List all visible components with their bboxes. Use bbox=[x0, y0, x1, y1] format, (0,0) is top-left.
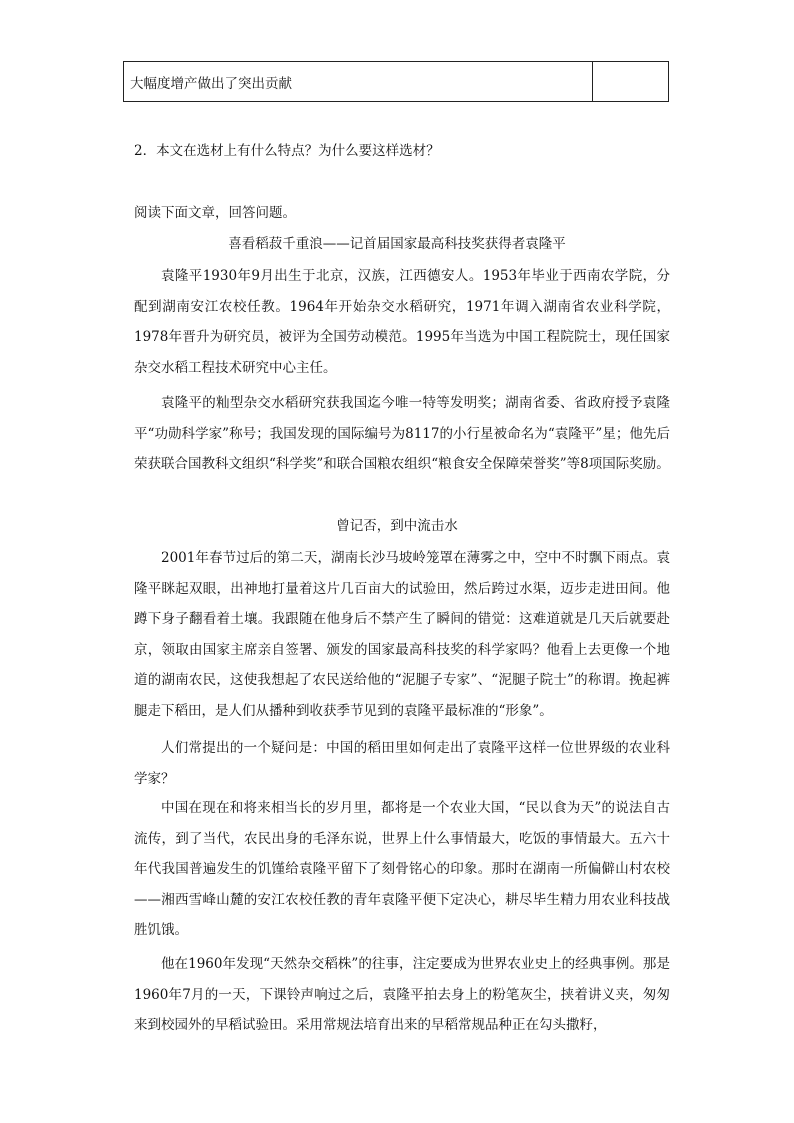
article-paragraph-6: 他在1960年发现“天然杂交稻株”的往事，注定要成为世界农业史上的经典事例。那是1960年7月的一天，下课铃声响过之后，袁隆平拍去身上的粉笔灰尘，挟着讲义夹，匆匆来到校园外的早稻试验田。采用常规法培育出来的早稻常规品种正在勾头撒籽， bbox=[134, 956, 670, 1033]
section-subheading: 曾记否，到中流击水 bbox=[336, 518, 458, 534]
article-paragraph-1: 袁隆平1930年9月出生于北京，汉族，江西德安人。1953年毕业于西南农学院，分配到湖南安江农校任教。1964年开始杂交水稻研究，1971年调入湖南省农业科学院，1978年晋升为研究员，被评为全国劳动模范。1995年当选为中国工程院院士，现任国家杂交水稻工程技术研究中心主任。 bbox=[134, 268, 670, 376]
table-cell-blank[interactable] bbox=[593, 62, 669, 102]
table-cell-text: 大幅度增产做出了突出贡献 bbox=[124, 62, 593, 102]
table-row bbox=[124, 62, 669, 102]
question-2: 2．本文在选材上有什么特点？为什么要这样选材？ bbox=[134, 143, 440, 159]
article-paragraph-5: 中国在现在和将来相当长的岁月里，都将是一个农业大国，“民以食为天”的说法自古流传，到了当代，农民出身的毛泽东说，世界上什么事情最大，吃饭的事情最大。五六十年代我国普遍发生的饥馑给袁隆平留下了刻骨铭心的印象。那时在湖南一所偏僻山村农校——湘西雪峰山麓的安江农校任教的青年袁隆平便下定决心，耕尽毕生精力用农业科技战胜饥饿。 bbox=[134, 800, 670, 938]
article-paragraph-3: 2001年春节过后的第二天，湖南长沙马坡岭笼罩在薄雾之中，空中不时飘下雨点。袁隆平眯起双眼，出神地打量着这片几百亩大的试验田，然后跨过水渠，迈步走进田间。他蹲下身子翻看着土壤。我跟随在他身后不禁产生了瞬间的错觉：这难道就是几天后就要赴京，领取由国家主席亲自签署、颁发的国家最高科技奖的科学家吗？他看上去更像一个地道的湖南农民，这使我想起了农民送给他的“泥腿子专家”、“泥腿子院士”的称谓。挽起裤腿走下稻田，是人们从播种到收获季节见到的袁隆平最标准的“形象”。 bbox=[134, 550, 670, 719]
article-title: 喜看稻菽千重浪——记首届国家最高科技奖获得者袁隆平 bbox=[228, 236, 566, 252]
reading-instruction: 阅读下面文章，回答问题。 bbox=[134, 205, 296, 221]
answer-table bbox=[123, 61, 669, 102]
article-paragraph-2: 袁隆平的籼型杂交水稻研究获我国迄今唯一特等发明奖；湖南省委、省政府授予袁隆平“功勋科学家”称号；我国发现的国际编号为8117的小行星被命名为“袁隆平”星；他先后荣获联合国教科文组织“科学奖”和联合国粮农组织“粮食安全保障荣誉奖”等8项国际奖励。 bbox=[134, 395, 670, 472]
article-paragraph-4: 人们常提出的一个疑问是：中国的稻田里如何走出了袁隆平这样一位世界级的农业科学家？ bbox=[134, 740, 670, 787]
